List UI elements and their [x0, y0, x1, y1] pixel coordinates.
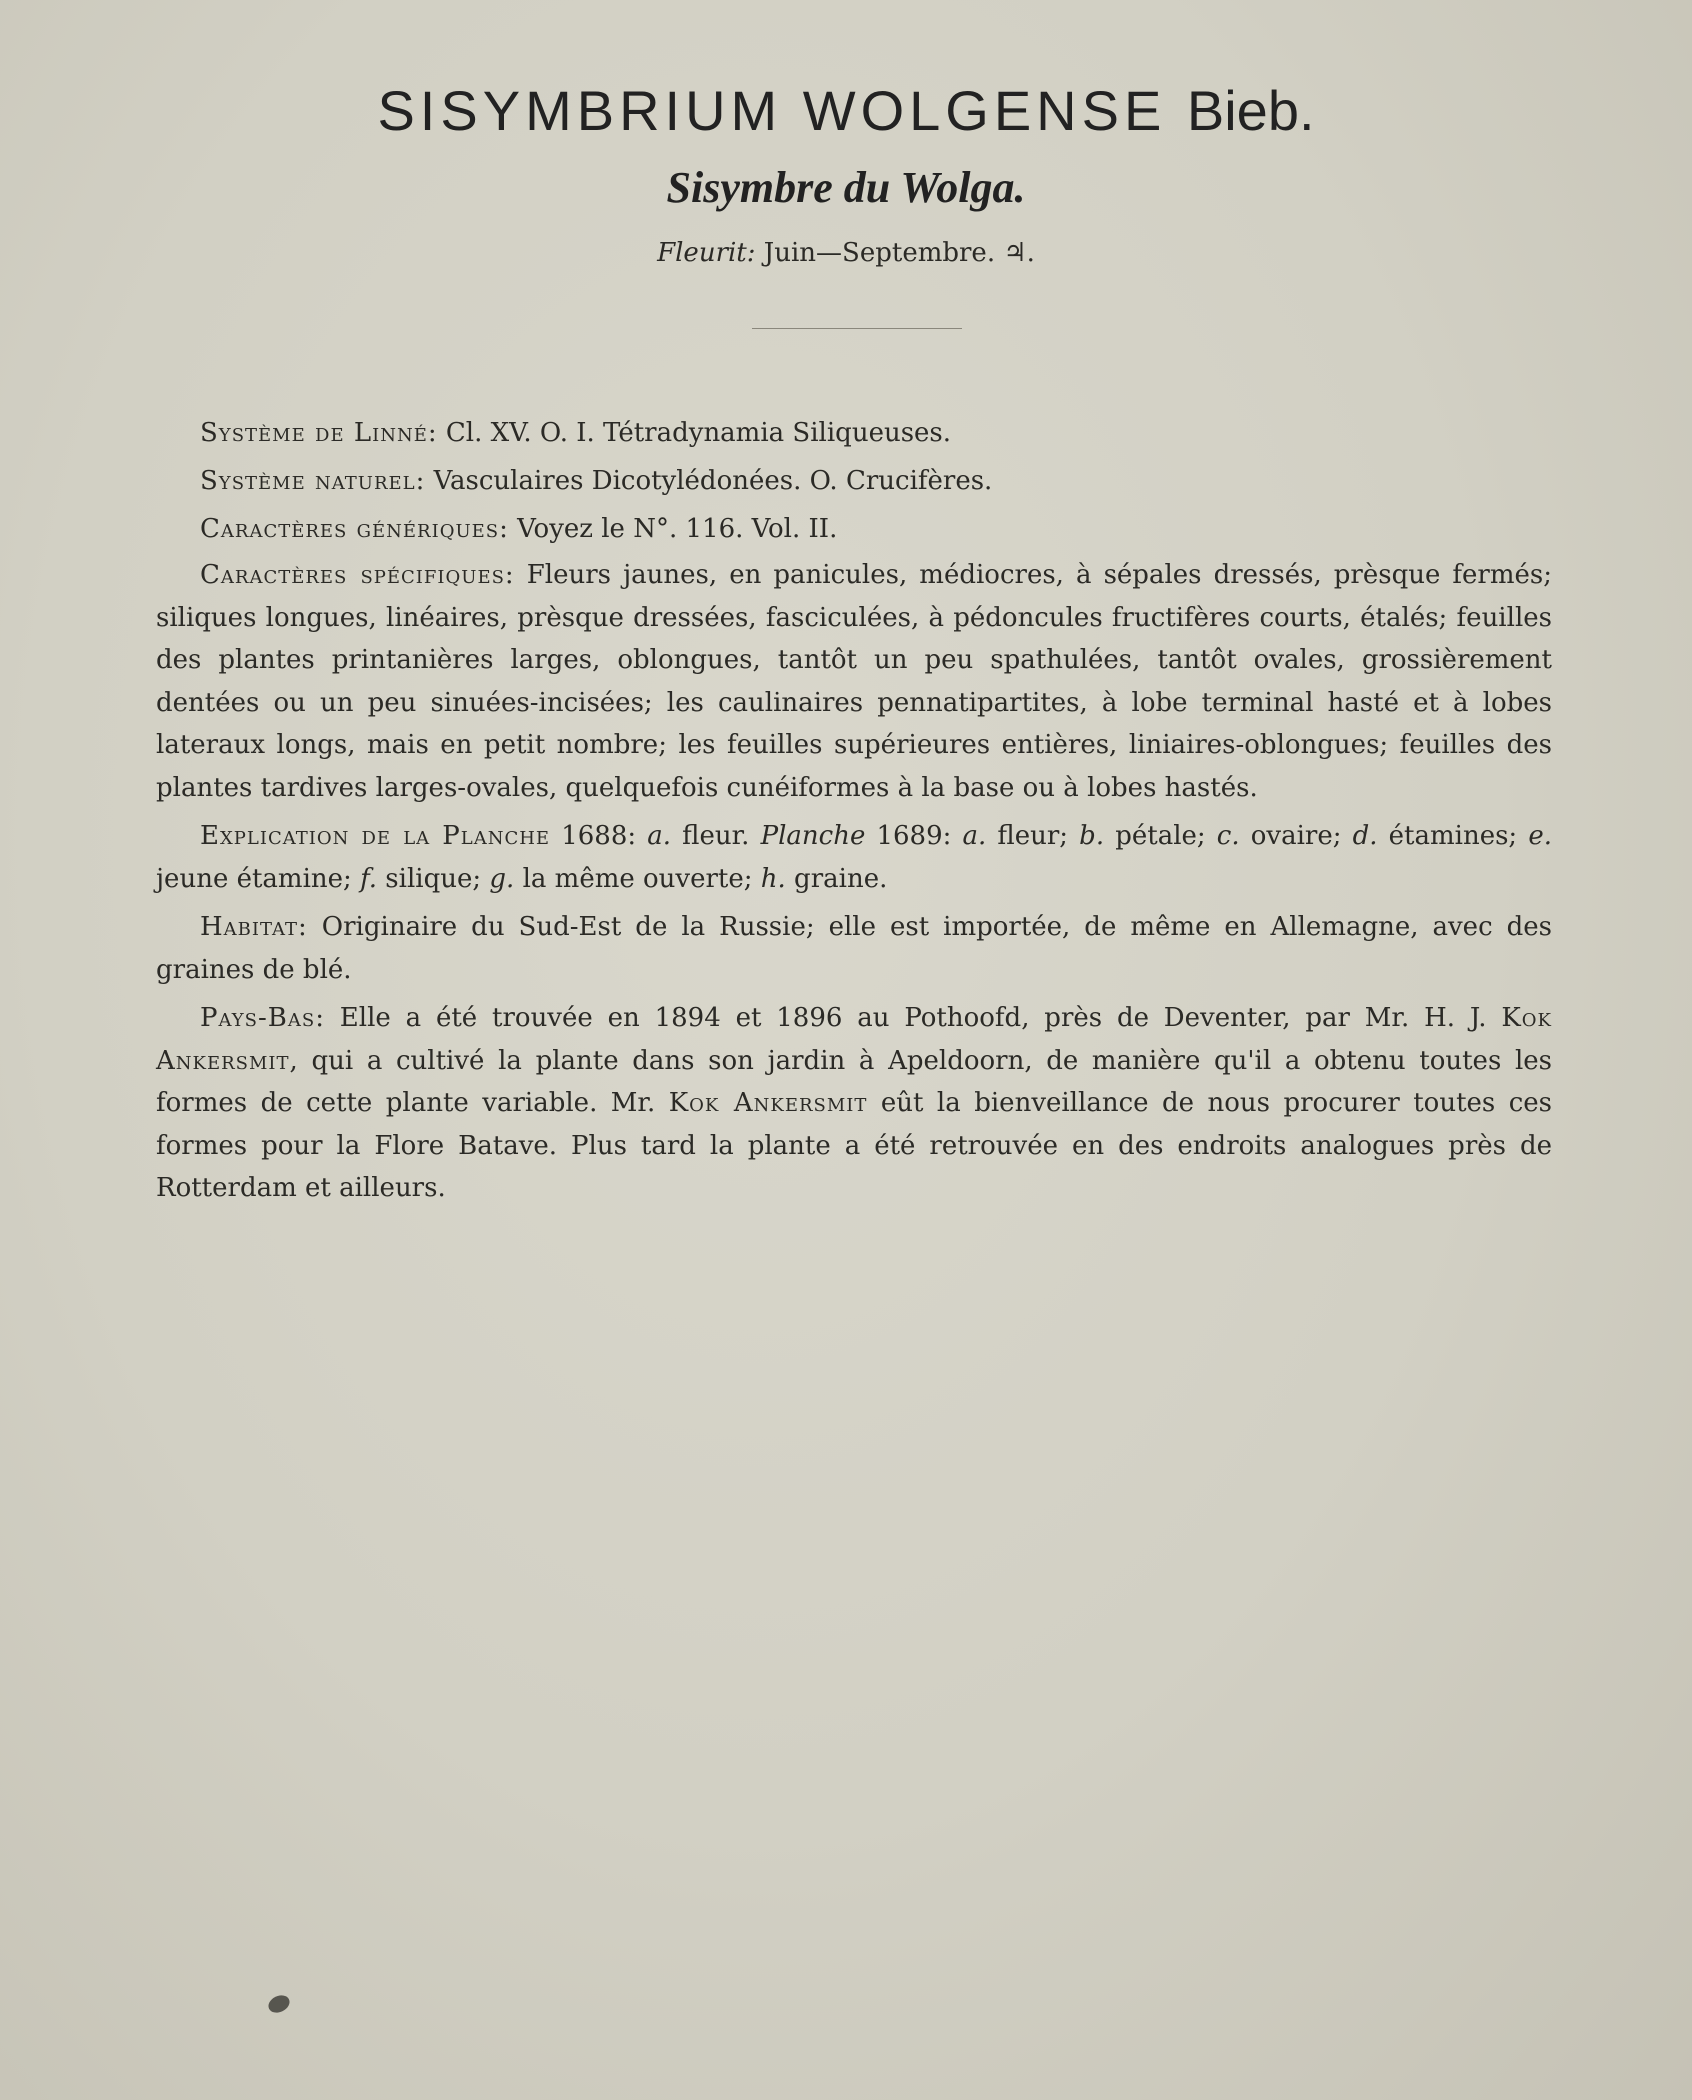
description-body	[156, 410, 1552, 1216]
figure-letter: e.	[1528, 821, 1552, 851]
species-author: Bieb.	[1186, 79, 1315, 142]
text-run: Elle a été trouvée en 1894 et 1896 au Pothoofd, près de Deventer, par Mr. H. J.	[324, 1003, 1502, 1033]
flowering-value: Juin—Septembre. ♃.	[763, 238, 1035, 268]
section-label: Pays-Bas:	[200, 1003, 325, 1033]
section-naturel	[156, 458, 1552, 504]
section-text: Originaire du Sud-Est de la Russie; elle est importée, de même en Allemagne, avec des graines de blé.	[156, 912, 1552, 985]
text-run: la même ouverte;	[514, 863, 761, 894]
section-explication	[156, 815, 1552, 900]
species-name: SISYMBRIUM WOLGENSE	[377, 79, 1167, 142]
text-run: graine.	[785, 863, 888, 894]
section-linne	[156, 410, 1552, 456]
section-habitat	[156, 906, 1552, 991]
figure-letter: d.	[1352, 821, 1378, 851]
section-text: Voyez le N°. 116. Vol. II.	[508, 514, 838, 544]
text-run: jeune étamine;	[156, 863, 361, 894]
section-specifiques	[156, 554, 1552, 809]
text-run: , qui a cultivé la plante dans son jardin à Apeldoorn, de manière qu'il a obtenu toutes les formes de cette plante variable. Mr.	[156, 1045, 1552, 1118]
separator-rule	[752, 328, 962, 329]
text-run: ovaire;	[1239, 821, 1353, 851]
section-label: Explication de la Planche	[200, 821, 551, 851]
text-run: fleur.	[671, 821, 761, 851]
section-text: Vasculaires Dicotylédonées. O. Crucifères.	[425, 466, 993, 496]
ink-spot	[266, 1992, 293, 2016]
section-generiques	[156, 506, 1552, 552]
section-paysbas	[156, 997, 1552, 1210]
figure-letter: h.	[760, 863, 786, 894]
section-label: Système de Linné:	[200, 418, 438, 448]
figure-letter: g.	[489, 863, 515, 894]
page-title	[0, 78, 1692, 143]
figure-letter: c.	[1216, 821, 1240, 851]
flowering-period	[0, 238, 1692, 268]
section-label: Habitat:	[200, 912, 308, 942]
figure-letter: b.	[1079, 821, 1105, 851]
section-label: Caractères génériques:	[200, 514, 509, 544]
text-run: eût la bienveillance de nous procurer toutes ces formes pour la Flore Batave. Plus tard la plante a été retrouvée en des endroits analogues près de Rotterdam et ailleurs.	[156, 1088, 1553, 1203]
figure-letter: f.	[360, 863, 378, 894]
text-run: pétale;	[1104, 821, 1217, 851]
section-label: Système naturel:	[200, 466, 426, 496]
figure-letter: a.	[647, 821, 672, 851]
text-run: 1689:	[865, 821, 963, 851]
french-name: Sisymbre du Wolga.	[666, 163, 1026, 212]
figure-letter: a.	[962, 821, 987, 851]
text-run: silique;	[377, 863, 490, 894]
person-name: Kok Ankersmit	[668, 1088, 868, 1118]
text-run: étamines;	[1377, 821, 1529, 851]
planche-label: Planche	[760, 821, 866, 851]
section-text: Fleurs jaunes, en panicules, médiocres, à sépales dressés, prèsque fermés; siliques longues, linéaires, prèsque dressées, fasciculées, à pédoncules fructifères courts, étalés; feuilles des plantes printanières larges, oblongues, tantôt un peu spathulées, tantôt ovales, grossièrement dentées ou un peu sinuées-incisées; les caulinaires pennatipartites, à lobe terminal hasté et à lobes lateraux longs, mais en petit nombre; les feuilles supérieures entières, liniaires-oblongues; feuilles des plantes tardives larges-ovales, quelquefois cunéiformes à la base ou à lobes hastés.	[156, 560, 1553, 803]
section-text: Cl. XV. O. I. Tétradynamia Siliqueuses.	[437, 418, 952, 448]
text-run: 1688:	[550, 821, 648, 851]
section-label: Caractères spécifiques:	[200, 560, 515, 590]
person-name: Kok Ankersmit	[156, 1003, 1552, 1076]
text-run: fleur;	[986, 821, 1080, 851]
flowering-label: Fleurit:	[657, 238, 756, 268]
